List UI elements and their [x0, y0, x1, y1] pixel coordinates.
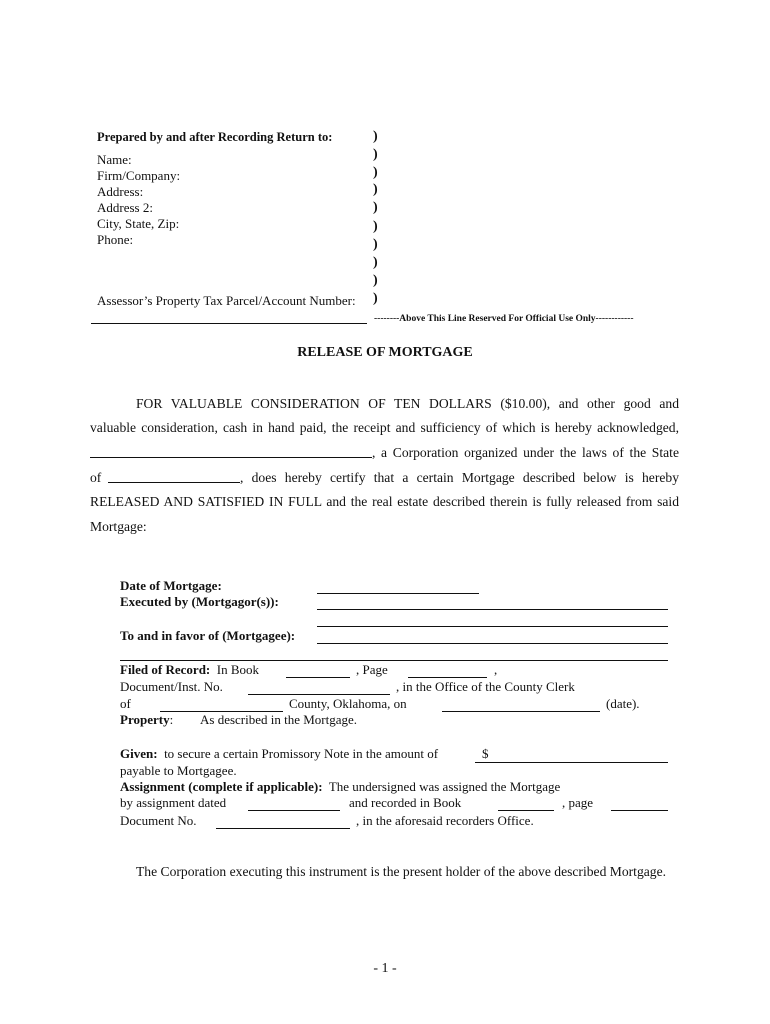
assignment-text: The undersigned was assigned the Mortgage — [328, 779, 561, 794]
mortgagee-field[interactable] — [317, 643, 668, 644]
body-line-5: RELEASED AND SATISFIED IN FULL and the real estate described therein is fully released from said — [90, 494, 679, 509]
property-line — [120, 712, 173, 728]
phone-label: Phone: — [97, 232, 134, 247]
document-no-field[interactable] — [216, 828, 350, 829]
state-field[interactable] — [108, 470, 240, 487]
page-text: , Page — [356, 662, 388, 677]
city-state-zip-label: City, State, Zip: — [97, 216, 180, 231]
firm-label: Firm/Company: — [97, 168, 181, 183]
name-label: Name: — [97, 152, 132, 167]
holder-statement: The Corporation executing this instrument is the present holder of the above described Mortgage. — [136, 864, 667, 879]
body-line-4b: , does hereby certify that a certain Mortgage described below is hereby — [240, 470, 679, 485]
assignment-line — [120, 779, 560, 795]
doc-inst-field[interactable] — [248, 694, 390, 695]
mortgagee-label: To and in favor of (Mortgagee): — [120, 628, 296, 643]
prepared-by-heading: Prepared by and after Recording Return to: — [97, 130, 333, 144]
address2-label: Address 2: — [97, 200, 153, 215]
comma-text: , — [494, 662, 498, 677]
address-label: Address: — [97, 184, 144, 199]
of-text: of — [120, 696, 131, 711]
section-divider — [120, 660, 668, 661]
page-number: - 1 - — [373, 961, 397, 976]
paren: ) — [373, 200, 378, 215]
aforesaid-text: , in the aforesaid recorders Office. — [356, 813, 534, 828]
body-line-1: FOR VALUABLE CONSIDERATION OF TEN DOLLARS ($10.00), and other good and — [136, 396, 679, 411]
filed-of-record-label: Filed of Record: — [120, 662, 211, 677]
doc-inst-label: Document/Inst. No. — [120, 679, 223, 694]
property-colon: : — [169, 712, 174, 727]
header-divider — [91, 323, 367, 324]
given-label: Given: — [120, 746, 158, 761]
note-amount-field[interactable] — [475, 762, 668, 763]
recorded-in-text: and recorded in Book — [349, 795, 462, 810]
in-book-text: In Book — [216, 662, 260, 677]
paren: ) — [373, 255, 378, 270]
official-use-note: --------Above This Line Reserved For Official Use Only------------ — [374, 314, 634, 324]
property-text: As described in the Mortgage. — [200, 712, 358, 727]
paren: ) — [373, 165, 378, 180]
date-text: (date). — [606, 696, 640, 711]
paren: ) — [373, 291, 378, 306]
dollar-sign: $ — [482, 746, 489, 761]
executed-by-label: Executed by (Mortgagor(s)): — [120, 594, 279, 609]
mortgagor-field-2[interactable] — [317, 626, 668, 627]
given-text: to secure a certain Promissory Note in the amount of — [164, 746, 439, 761]
filed-of-record-line — [120, 662, 259, 678]
paren: ) — [373, 182, 378, 197]
corporation-name-field[interactable] — [90, 445, 372, 462]
paren: ) — [373, 219, 378, 234]
recorded-date-field[interactable] — [442, 711, 600, 712]
document-no-label: Document No. — [120, 813, 197, 828]
assignment-date-field[interactable] — [248, 810, 340, 811]
book-field[interactable] — [286, 677, 350, 678]
body-line-3: , a Corporation organized under the laws of the State — [372, 445, 679, 460]
paren: ) — [373, 237, 378, 252]
date-of-mortgage-field[interactable] — [317, 593, 479, 594]
mortgagor-field[interactable] — [317, 609, 668, 610]
date-of-mortgage-label: Date of Mortgage: — [120, 578, 222, 593]
paren: ) — [373, 273, 378, 288]
assessor-label: Assessor’s Property Tax Parcel/Account Number: — [97, 293, 356, 308]
assignment-label: Assignment (complete if applicable): — [120, 779, 323, 794]
body-line-6: Mortgage: — [90, 519, 147, 534]
property-label: Property — [120, 712, 170, 727]
body-line-4a: of — [90, 470, 102, 485]
page-lower-text: , page — [562, 795, 594, 810]
by-assignment-text: by assignment dated — [120, 795, 227, 810]
assignment-book-field[interactable] — [498, 810, 554, 811]
page-field[interactable] — [408, 677, 487, 678]
county-text: County, Oklahoma, on — [289, 696, 407, 711]
document-title: RELEASE OF MORTGAGE — [297, 345, 473, 360]
paren: ) — [373, 129, 378, 144]
payable-text: payable to Mortgagee. — [120, 763, 237, 778]
office-text: , in the Office of the County Clerk — [396, 679, 575, 694]
paren: ) — [373, 147, 378, 162]
body-line-2: valuable consideration, cash in hand paid, the receipt and sufficiency of which is hereby acknowledged, — [90, 420, 679, 435]
assignment-page-field[interactable] — [611, 810, 668, 811]
given-line — [120, 746, 438, 762]
